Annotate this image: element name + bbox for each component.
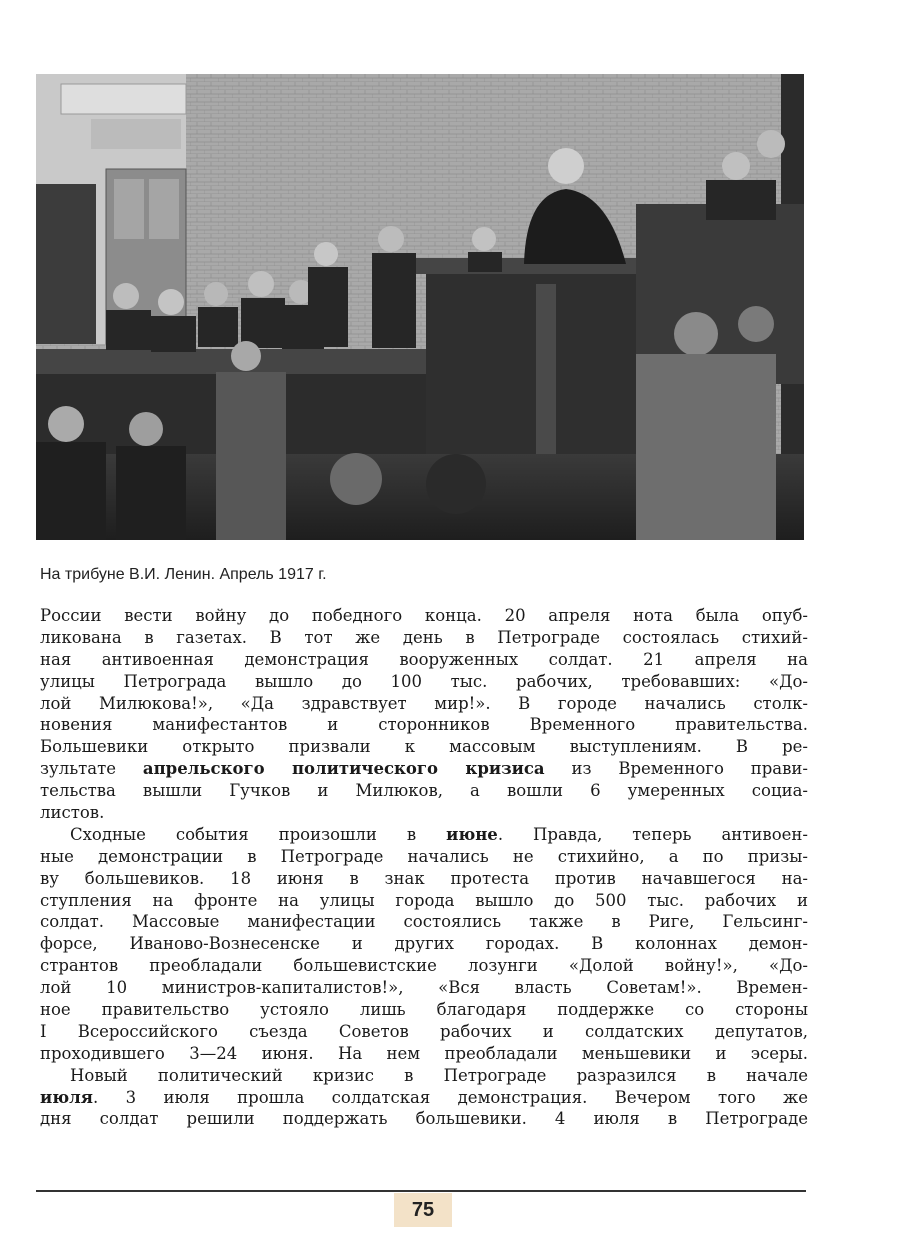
text-span: солдат. Массовые манифестации состоялись также в Риге, Гельсинг- — [40, 912, 808, 932]
text-line — [40, 868, 808, 890]
text-line — [40, 605, 808, 627]
text-line — [40, 780, 808, 802]
photo-caption: На трибуне В.И. Ленин. Апрель 1917 г. — [40, 566, 327, 583]
text-span: форсе, Иваново-Вознесенске и других городах. В колоннах демон- — [40, 934, 808, 954]
text-line — [40, 736, 808, 758]
text-span: тельства вышли Гучков и Милюков, а вошли 6 умеренных социа- — [40, 781, 808, 801]
text-span: Сходные события произошли в — [70, 824, 447, 844]
text-span: листов. — [40, 803, 105, 823]
text-line — [40, 693, 808, 715]
body-text — [40, 605, 808, 1130]
text-line — [40, 1021, 808, 1043]
text-line — [40, 824, 808, 846]
text-line — [40, 714, 808, 736]
text-line — [40, 649, 808, 671]
text-line — [40, 999, 808, 1021]
text-span: лой Милюкова!», «Да здравствует мир!». В городе начались столк- — [40, 693, 808, 713]
text-span: . 3 июля прошла солдатская демонстрация. Вечером того же — [92, 1087, 808, 1107]
text-span: Новый политический кризис в Петрограде разразился в начале — [70, 1065, 808, 1085]
text-line — [40, 955, 808, 977]
text-line — [40, 933, 808, 955]
text-span: ное правительство устояло лишь благодаря поддержке со стороны — [40, 1000, 808, 1020]
page-number: 75 — [394, 1193, 452, 1227]
text-span: ву большевиков. 18 июня в знак протеста против начавшегося на- — [40, 868, 808, 888]
text-line — [40, 890, 808, 912]
text-span: улицы Петрограда вышло до 100 тыс. рабочих, требовавших: «До- — [40, 671, 808, 691]
text-span: I Всероссийского съезда Советов рабочих и солдатских депутатов, — [40, 1021, 808, 1041]
text-line — [40, 911, 808, 933]
text-line — [40, 977, 808, 999]
text-span: дня солдат решили поддержать большевики. 4 июля в Петрограде — [40, 1109, 808, 1129]
text-line — [40, 1087, 808, 1109]
lenin-photo — [36, 74, 804, 540]
text-span: Большевики открыто призвали к массовым выступлениям. В ре- — [40, 737, 808, 757]
text-line — [40, 1065, 808, 1087]
text-span: зультате — [40, 759, 143, 779]
text-line — [40, 671, 808, 693]
text-line — [40, 627, 808, 649]
text-span: ступления на фронте на улицы города вышло до 500 тыс. рабочих и — [40, 890, 808, 910]
text-span: ликована в газетах. В тот же день в Петрограде состоялась стихий- — [40, 627, 808, 647]
bold-term: июне — [446, 824, 498, 844]
text-span: ная антивоенная демонстрация вооруженных солдат. 21 апреля на — [40, 649, 808, 669]
text-line — [40, 1043, 808, 1065]
text-line — [40, 1108, 808, 1130]
text-span: лой 10 министров-капиталистов!», «Вся власть Советам!». Времен- — [40, 978, 808, 998]
text-span: из Временного прави- — [544, 759, 808, 779]
footer-rule — [36, 1190, 806, 1192]
photo-illustration — [36, 74, 804, 540]
text-span: новения манифестантов и сторонников Временного правительства. — [40, 715, 808, 735]
text-line — [40, 802, 808, 824]
text-line — [40, 758, 808, 780]
bold-term: июля — [40, 1087, 93, 1107]
text-span: России вести войну до победного конца. 20 апреля нота была опуб- — [40, 606, 808, 625]
text-span: проходившего 3—24 июня. На нем преобладали меньшевики и эсеры. — [40, 1043, 808, 1063]
bold-term: апрельского политического кризиса — [142, 759, 545, 779]
text-span: ные демонстрации в Петрограде начались не стихийно, а по призы- — [40, 846, 808, 866]
text-span: странтов преобладали большевистские лозунги «Долой войну!», «До- — [40, 956, 808, 976]
text-line — [40, 846, 808, 868]
text-span: . Правда, теперь антивоен- — [497, 824, 808, 844]
